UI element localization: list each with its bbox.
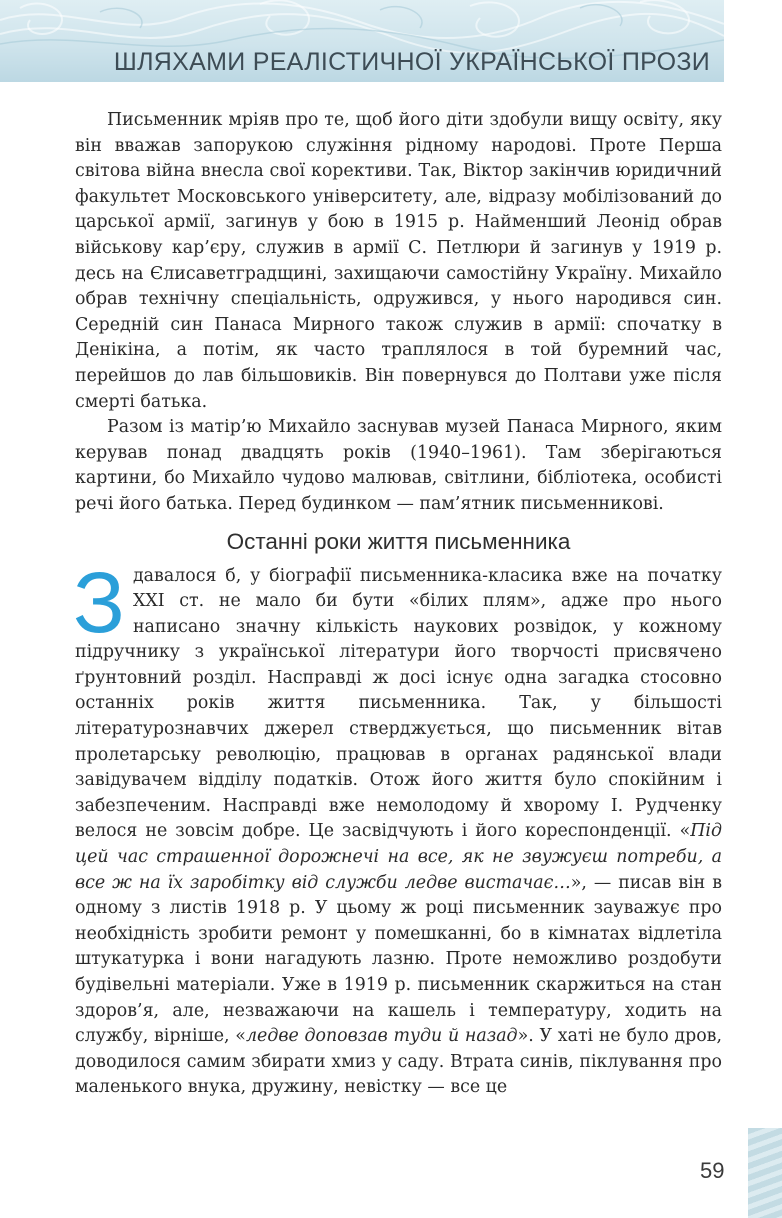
main-text (75, 108, 722, 1101)
page-edge-decoration (748, 1128, 782, 1218)
page-edge-top (724, 0, 782, 82)
running-header-title: ШЛЯХАМИ РЕАЛІСТИЧНОЇ УКРАЇНСЬКОЇ ПРОЗИ (113, 48, 710, 76)
paragraph-last-years (73, 554, 723, 1101)
drop-cap-letter: З (73, 554, 125, 651)
section-heading: Останні роки життя письменника (226, 528, 571, 554)
paragraph-text-part-1: давалося б, у біографії письменника-класика вже на початку XXI ст. не мало би бути «білих плям», адже про нього написано значну кількість наукових розвідок, у кожному підручнику з української літератури його творчості присвячено ґрунтовний розділ. Насправді ж досі існує одна загадка стосовно останніх років життя письменника. Так, у більшості літературознавчих джерел стверджується, що письменник вітав пролетарську революцію, працював в органах радянської влади завідувачем відділу податків. Отож його життя було спокійним і забезпеченим. Насправді вже немолодому й хворому І. Рудченку велося не зовсім добре. Це засвідчують і його кореспонденції. « (75, 565, 722, 842)
paragraph-text-part-3: ». У хаті не було дров, доводилося самим збирати хмиз у саду. Втрата синів, піклування про маленького внука, дружину, невістку — все це (75, 1026, 723, 1098)
paragraph-museum: Разом із матір’ю Михайло заснував музей Панаса Мирного, яким керував понад двадцять років (1940–1961). Там зберігаються картини, бо Михайло чудово малював, світлини, бібліотека, особисті речі його батька. Перед будинком — пам’ятник письменникові. (75, 417, 722, 514)
header-band (0, 0, 724, 82)
paragraph-text-part-2: », — писав він в одному з листів 1918 р. У цьому ж році письменник зауважує про необхідність зробити ремонт у помешканні, бо в кімнатах відлетіла штукатурка і вони нагадують лазню. Проте неможливо роздобути будівельні матеріали. Уже в 1919 р. письменник скаржиться на стан здоров’я, але, незважаючи на кашель і температуру, ходить на службу, вірніше, « (75, 872, 722, 1047)
paragraph-children-education: Письменник мріяв про те, щоб його діти здобули вищу освіту, яку він вважав запорукою служіння рідному народові. Проте Перша світова війна внесла свої корективи. Так, Віктор закінчив юридичний факультет Московського університету, але, відразу мобілізований до царської армії, загинув у бою в 1915 р. Найменший Леонід обрав військову кар’єру, служив в армії С. Петлюри й загинув у 1919 р. десь на Єлисаветградщині, захищаючи самостійну Україну. Михайло обрав технічну спеціальність, одружився, у нього народився син. Середній син Панаса Мирного також служив в армії: спочатку в Денікіна, а потім, як часто траплялося в той буремний час, перейшов до лав більшовиків. Він повернувся до Полтави уже після смерті батька. (75, 110, 722, 412)
page-number: 59 (700, 1158, 725, 1183)
quote-letter-1918: Під цей час страшенної дорожнечі на все, як не звужуєш потреби, а все ж на їх заробітку від служби ледве вистачає… (75, 821, 722, 893)
quote-1919: ледве доповзав туди й назад (245, 1026, 518, 1047)
